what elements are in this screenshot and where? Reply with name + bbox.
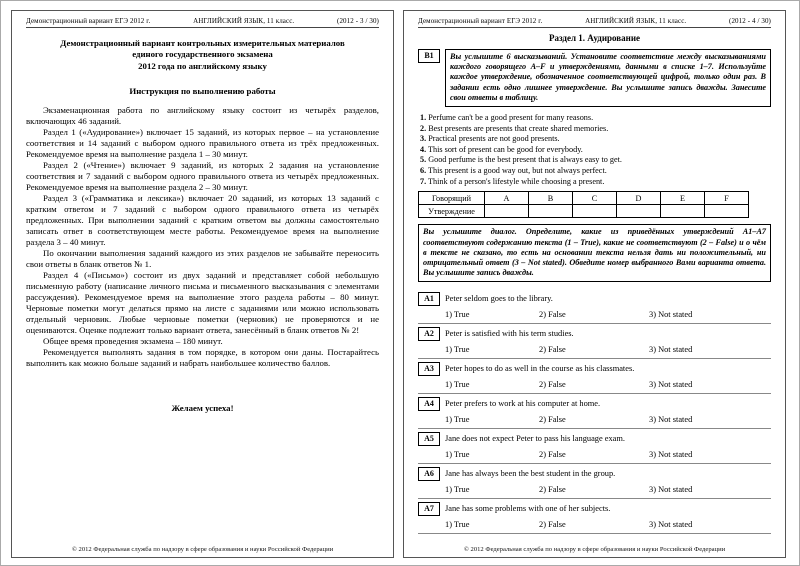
statement-number: 5. [420, 155, 427, 165]
speaker-column-a: A [485, 192, 529, 205]
statement-1 [420, 113, 771, 124]
document-title-line-2: единого государственного экзамена [132, 49, 273, 60]
question-a1 [418, 289, 771, 324]
option-not-stated: 3) Not stated [649, 485, 693, 495]
statement-number: 7. [420, 176, 427, 186]
statement-number: 6. [420, 166, 427, 176]
statement-text: Practical presents are not good presents. [428, 134, 560, 144]
question-options [445, 485, 771, 494]
option-not-stated: 3) Not stated [649, 520, 693, 530]
option-true: 1) True [445, 345, 470, 355]
speaker-column-c: C [573, 192, 617, 205]
answer-cell [485, 205, 529, 218]
statement-text: Best presents are presents that create shared memories. [428, 123, 609, 133]
option-not-stated: 3) Not stated [649, 450, 693, 460]
speaker-column-b: B [529, 192, 573, 205]
statement-6 [420, 166, 771, 177]
option-true: 1) True [445, 380, 470, 390]
option-false: 2) False [539, 450, 566, 460]
answer-cell [661, 205, 705, 218]
question-a3 [418, 359, 771, 394]
answer-table-speaker-row [419, 192, 749, 205]
speaker-column-d: D [617, 192, 661, 205]
instruction-paragraph-1: Экзаменационная работа по английскому языку состоит из четырёх разделов, включающих 46 заданий. [26, 105, 379, 127]
statement-text: Perfume can't be a good present for many reasons. [428, 112, 594, 122]
question-text: Peter prefers to work at his computer at home. [445, 399, 601, 409]
option-not-stated: 3) Not stated [649, 310, 693, 320]
question-a4 [418, 394, 771, 429]
task-b1-instruction: Вы услышите 6 высказываний. Установите соответствие между высказываниями каждого говорящего A–F и утверждениями, данными в списке 1–7. Используйте каждое утверждение, обозначенное соответствующей цифрой, только один раз. В задании есть одно лишнее утверждение. Вы услышите запись дважды. Занесите свои ответы в таблицу. [445, 49, 771, 107]
instruction-paragraph-7: Общее время проведения экзамена – 180 минут. [43, 335, 223, 346]
instruction-paragraph-2: Раздел 1 («Аудирование») включает 15 заданий, из которых первое – на установление соответствия и 14 заданий с выбором одного правильного ответа из трёх предложенных. Рекомендуемое время на выполнение раздела 1 – 30 минут. [26, 127, 379, 160]
statement-5 [420, 155, 771, 166]
page-header-right [418, 17, 771, 28]
option-false: 2) False [539, 345, 566, 355]
answer-table-top-label: Говорящий [419, 192, 485, 205]
statement-text: Good perfume is the best present that is always easy to get. [428, 155, 622, 165]
speaker-column-e: E [661, 192, 705, 205]
answer-table [418, 191, 749, 218]
instruction-paragraph-8: Рекомендуется выполнять задания в том порядке, в котором они даны. Постарайтесь выполнить как можно больше заданий и набрать наибольшее количество баллов. [26, 346, 379, 368]
header-page-number: (2012 - 4 / 30) [729, 17, 771, 25]
task-b1 [418, 49, 771, 107]
question-text: Jane has some problems with one of her subjects. [445, 504, 611, 514]
option-false: 2) False [539, 310, 566, 320]
question-a5 [418, 429, 771, 464]
option-false: 2) False [539, 415, 566, 425]
section-title: Раздел 1. Аудирование [548, 33, 641, 43]
question-label: A3 [418, 362, 440, 376]
page-left [11, 10, 394, 558]
answer-cell [617, 205, 661, 218]
closing-wish: Желаем успеха! [171, 402, 234, 413]
statement-number: 1. [420, 112, 427, 122]
option-true: 1) True [445, 450, 470, 460]
page-footer-right: © 2012 Федеральная служба по надзору в сфере образования и науки Российской Федерации [463, 546, 726, 553]
question-text: Peter seldom goes to the library. [445, 294, 553, 304]
document-title-line-1: Демонстрационный вариант контрольных измерительных материалов [60, 38, 345, 48]
page-right [403, 10, 786, 558]
question-options [445, 310, 771, 319]
speaker-column-f: F [705, 192, 749, 205]
question-a2 [418, 324, 771, 359]
header-doc-label: Демонстрационный вариант ЕГЭ 2012 г. [26, 17, 151, 25]
statement-text: This sort of present can be good for everybody. [428, 144, 583, 154]
statements-list [420, 113, 771, 188]
option-true: 1) True [445, 485, 470, 495]
page-footer-left: © 2012 Федеральная служба по надзору в сфере образования и науки Российской Федерации [71, 546, 334, 553]
task-b1-label: B1 [418, 49, 440, 63]
statement-number: 2. [420, 123, 427, 133]
option-true: 1) True [445, 415, 470, 425]
question-options [445, 415, 771, 424]
option-false: 2) False [539, 520, 566, 530]
statement-number: 3. [420, 134, 427, 144]
question-text: Jane does not expect Peter to pass his language exam. [445, 434, 626, 444]
instruction-paragraph-6: Раздел 4 («Письмо») состоит из двух заданий и представляет собой небольшую письменную работу (написание личного письма и письменного высказывания с элементами рассуждения). Рекомендуемое время на выполнение этого раздела работы – 80 минут. Черновые пометки могут делаться прямо на листе с заданиями или можно использовать отдельный черновик. Любые черновые пометки (черновик) не проверяются и не оцениваются. Оценке подлежит только вариант ответа, занесённый в бланк ответов № 2! [26, 270, 379, 335]
question-options [445, 520, 771, 529]
document-title [26, 38, 379, 72]
question-text: Peter is satisfied with his term studies. [445, 329, 574, 339]
question-label: A5 [418, 432, 440, 446]
statement-3 [420, 134, 771, 145]
option-true: 1) True [445, 520, 470, 530]
statement-4 [420, 145, 771, 156]
header-doc-label: Демонстрационный вариант ЕГЭ 2012 г. [418, 17, 543, 25]
statement-7 [420, 177, 771, 188]
header-page-number: (2012 - 3 / 30) [337, 17, 379, 25]
question-label: A6 [418, 467, 440, 481]
question-label: A2 [418, 327, 440, 341]
statement-text: This present is a good way out, but not always perfect. [428, 166, 607, 176]
answer-table-bottom-label: Утверждение [419, 205, 485, 218]
question-options [445, 450, 771, 459]
answer-cell [529, 205, 573, 218]
question-label: A4 [418, 397, 440, 411]
question-text: Peter hopes to do as well in the course as his classmates. [445, 364, 635, 374]
instruction-paragraph-4: Раздел 3 («Грамматика и лексика») включает 20 заданий, из которых 13 заданий с кратким ответом и 7 заданий с выбором одного правильного ответа из четырёх предложенных. При выполнении заданий с кратким ответом вы должны самостоятельно записать ответ в соответствующем месте работы. Рекомендуемое время на выполнение раздела 3 – 40 минут. [26, 193, 379, 248]
option-false: 2) False [539, 485, 566, 495]
page-header-left [26, 17, 379, 28]
answer-cell [573, 205, 617, 218]
answer-cell [705, 205, 749, 218]
instruction-paragraph-5: По окончании выполнения заданий каждого из этих разделов не забывайте переносить свои ответы в бланк ответов № 1. [26, 248, 379, 270]
instruction-heading: Инструкция по выполнению работы [129, 86, 276, 97]
header-subject: АНГЛИЙСКИЙ ЯЗЫК, 11 класс. [585, 17, 687, 25]
question-a7 [418, 499, 771, 534]
option-not-stated: 3) Not stated [649, 345, 693, 355]
question-label: A7 [418, 502, 440, 516]
option-not-stated: 3) Not stated [649, 380, 693, 390]
question-options [445, 345, 771, 354]
option-true: 1) True [445, 310, 470, 320]
answer-table-answer-row [419, 205, 749, 218]
instruction-paragraph-3: Раздел 2 («Чтение») включает 9 заданий, из которых 2 задания на установление соответствия и 7 заданий с выбором одного правильного ответа из четырёх предложенных. Рекомендуемое время на выполнение раздела 2 – 30 минут. [26, 160, 379, 193]
document-title-line-3: 2012 года по английскому языку [138, 60, 267, 71]
question-options [445, 380, 771, 389]
statement-number: 4. [420, 144, 427, 154]
question-text: Jane has always been the best student in the group. [445, 469, 616, 479]
statement-2 [420, 124, 771, 135]
statement-text: Think of a person's lifestyle while choosing a present. [428, 176, 605, 186]
option-false: 2) False [539, 380, 566, 390]
question-label: A1 [418, 292, 440, 306]
question-a6 [418, 464, 771, 499]
option-not-stated: 3) Not stated [649, 415, 693, 425]
dialog-instruction: Вы услышите диалог. Определите, какие из приведённых утверждений A1–A7 соответствуют содержанию текста (1 – True), какие не соответствуют (2 – False) и о чём в тексте не сказано, то есть на основании текста нельзя дать ни положительный, ни отрицательный ответ (3 – Not stated). Обведите номер выбранного Вами варианта ответа. Вы услышите запись дважды. [418, 224, 771, 282]
header-subject: АНГЛИЙСКИЙ ЯЗЫК, 11 класс. [193, 17, 295, 25]
